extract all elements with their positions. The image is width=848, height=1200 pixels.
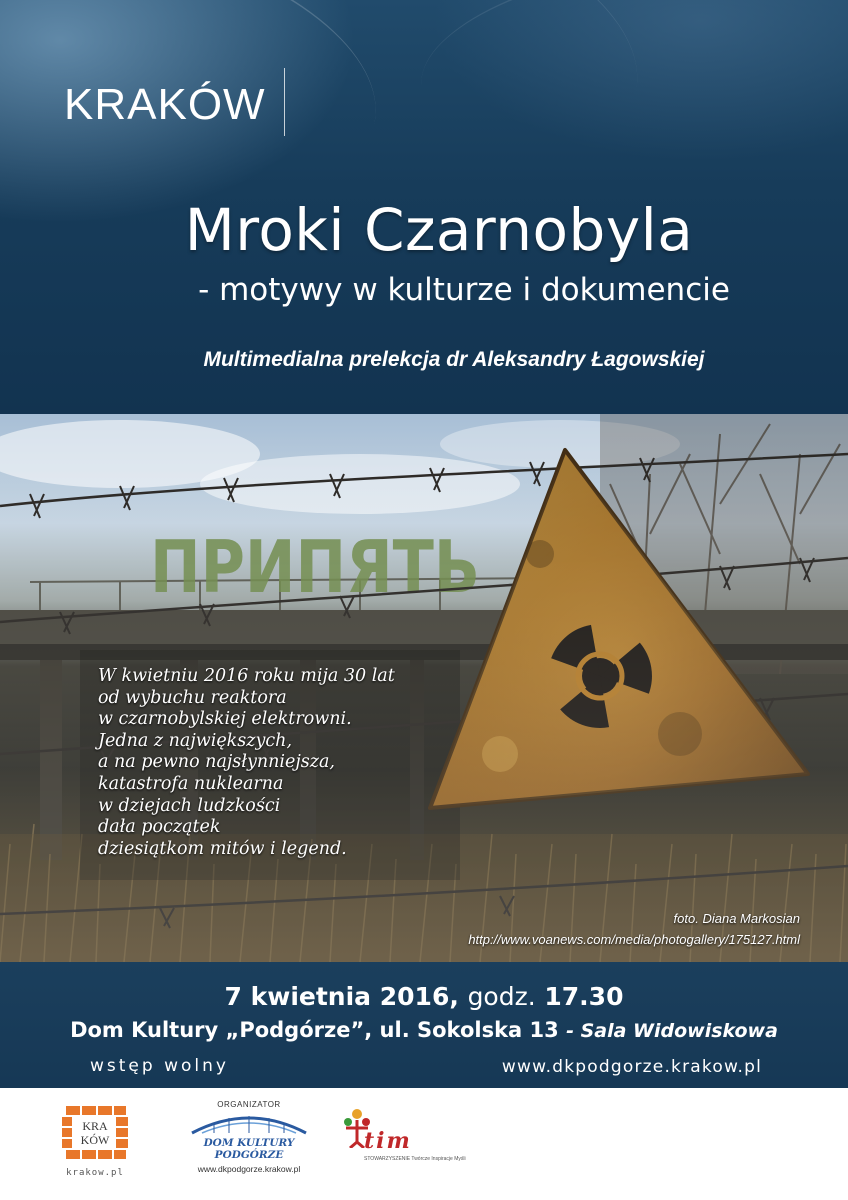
intro-line: a na pewno najsłynniejsza, xyxy=(98,752,335,773)
poster-header xyxy=(0,0,848,414)
bridge-arc-icon xyxy=(184,1109,314,1135)
pripyat-photo xyxy=(0,414,848,962)
intro-line: Jedna z największych, xyxy=(98,730,293,751)
photo-credit-url[interactable]: http://www.voanews.com/media/photogallery/175127.html xyxy=(468,932,800,947)
event-venue: Dom Kultury „Podgórze”, ul. Sokolska 13 xyxy=(70,1018,559,1042)
partner-caption: STOWARZYSZENIE Twórcze Inspiracje Myśli xyxy=(364,1156,466,1162)
photo-credit-author: foto. Diana Markosian xyxy=(673,911,800,926)
organizer-label: ORGANIZATOR xyxy=(217,1100,281,1109)
krakow-city-logo: KRAKÓW xyxy=(64,80,266,129)
intro-line: od wybuchu reaktora xyxy=(98,687,287,708)
partner-name: tim xyxy=(364,1128,412,1154)
krakow-pl-caption: krakow.pl xyxy=(66,1168,124,1178)
krakow-brick-icon xyxy=(62,1104,128,1162)
logo-divider xyxy=(284,68,285,136)
event-time-label: godz. xyxy=(467,982,536,1011)
krakow-mark-top: KRA xyxy=(82,1119,108,1133)
event-date: 7 kwietnia 2016, xyxy=(224,982,459,1011)
krakow-pl-logo[interactable] xyxy=(62,1104,128,1178)
krakow-mark-bottom: KÓW xyxy=(80,1133,110,1147)
event-hall: - Sala Widowiskowa xyxy=(566,1020,778,1042)
intro-line: w dziejach ludzkości xyxy=(98,795,281,816)
event-info-band xyxy=(0,962,848,1088)
event-location xyxy=(0,1018,848,1042)
organizer-url[interactable]: www.dkpodgorze.krakow.pl xyxy=(197,1164,301,1174)
intro-text xyxy=(98,666,438,860)
admission-note: wstęp wolny xyxy=(90,1056,229,1076)
event-time: 17.30 xyxy=(544,982,624,1011)
photo-credit xyxy=(468,908,800,950)
intro-line: katastrofa nuklearna xyxy=(98,773,284,794)
intro-line: dała początek xyxy=(98,817,221,838)
organizer-logo[interactable] xyxy=(184,1100,314,1174)
organizer-name: DOM KULTURY PODGÓRZE xyxy=(203,1137,295,1161)
event-datetime xyxy=(0,982,848,1011)
poster-subtitle: - motywy w kulturze i dokumencie xyxy=(198,272,730,308)
sponsor-logos xyxy=(0,1088,848,1200)
poster-title: Mroki Czarnobyla xyxy=(184,196,694,264)
lecturer-line: Multimedialna prelekcja dr Aleksandry Łagowskiej xyxy=(203,348,705,371)
intro-line: w czarnobylskiej elektrowni. xyxy=(98,709,352,730)
intro-line: dziesiątkom mitów i legend. xyxy=(98,838,347,859)
intro-line: W kwietniu 2016 roku mija 30 lat xyxy=(98,666,395,686)
website-link[interactable]: www.dkpodgorze.krakow.pl xyxy=(501,1057,762,1077)
